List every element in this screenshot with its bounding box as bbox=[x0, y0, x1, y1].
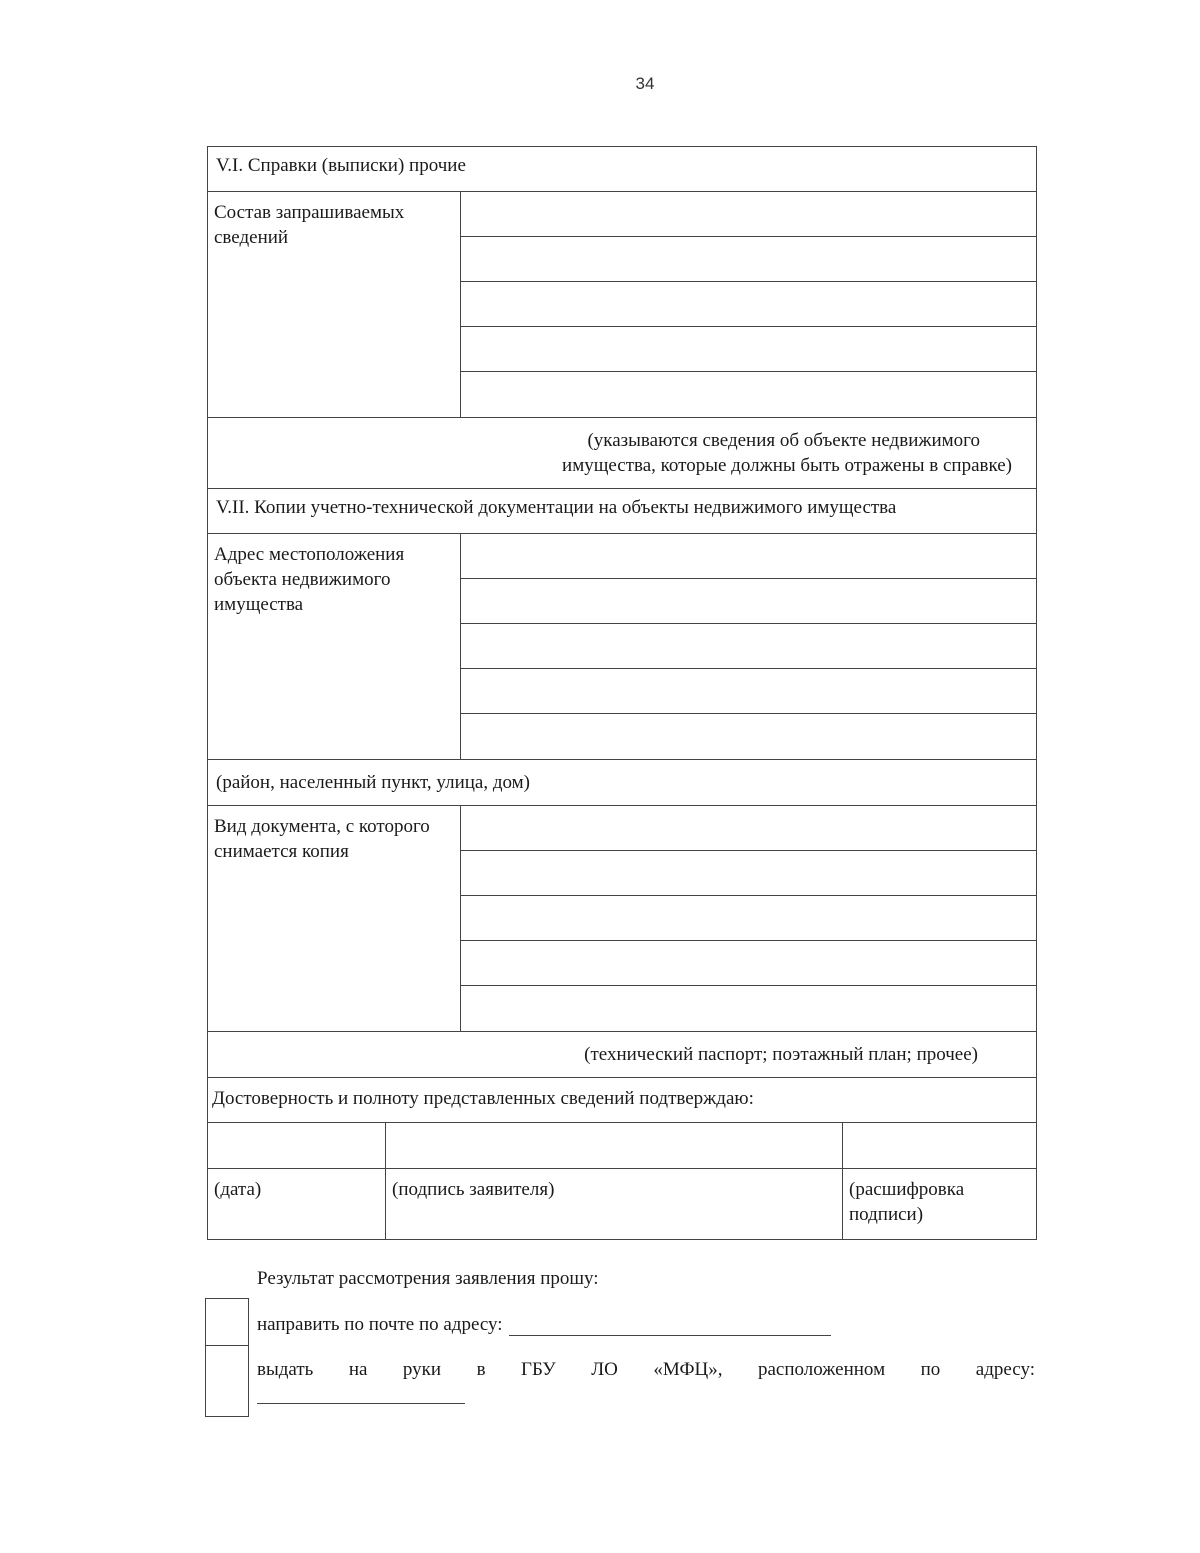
section-7-title: V.II. Копии учетно-технической документации на объекты недвижимого имущества bbox=[208, 489, 1036, 534]
mail-address-line[interactable] bbox=[509, 1319, 831, 1336]
requested-info-line-5[interactable] bbox=[461, 372, 1036, 417]
hand-delivery-option-label: выдать на руки в ГБУ ЛО «МФЦ», расположенном по адресу: bbox=[257, 1359, 1035, 1380]
doctype-line-2[interactable] bbox=[461, 851, 1036, 896]
doctype-lines bbox=[461, 806, 1036, 1031]
signature-decode-field[interactable] bbox=[843, 1123, 1036, 1168]
result-title: Результат рассмотрения заявления прошу: bbox=[257, 1268, 599, 1289]
signature-input-row bbox=[208, 1123, 1036, 1169]
mail-option-checkbox[interactable] bbox=[205, 1298, 249, 1346]
confirmation-text: Достоверность и полноту представленных сведений подтверждаю: bbox=[208, 1078, 1036, 1123]
requested-info-label: Состав запрашиваемых сведений bbox=[208, 192, 461, 417]
doctype-line-5[interactable] bbox=[461, 986, 1036, 1031]
mail-option-label: направить по почте по адресу: bbox=[257, 1314, 503, 1335]
requested-info-lines bbox=[461, 192, 1036, 417]
hand-delivery-address-line[interactable] bbox=[257, 1403, 465, 1404]
section-6-title: V.I. Справки (выписки) прочие bbox=[208, 147, 1036, 192]
address-line-2[interactable] bbox=[461, 579, 1036, 624]
signature-decode-label: (расшифровка подписи) bbox=[849, 1179, 965, 1225]
section-6-note bbox=[208, 418, 1036, 489]
signature-label-row bbox=[208, 1169, 1036, 1239]
address-label: Адрес местоположения объекта недвижимого имущества bbox=[208, 534, 461, 759]
doctype-line-4[interactable] bbox=[461, 941, 1036, 986]
section-7-doctype-row bbox=[208, 806, 1036, 1032]
address-line-5[interactable] bbox=[461, 714, 1036, 759]
doctype-note-text: (технический паспорт; поэтажный план; прочее) bbox=[584, 1044, 978, 1065]
address-line-4[interactable] bbox=[461, 669, 1036, 714]
doctype-label: Вид документа, с которого снимается копия bbox=[208, 806, 461, 1031]
requested-info-line-2[interactable] bbox=[461, 237, 1036, 282]
requested-info-line-1[interactable] bbox=[461, 192, 1036, 237]
section-7-address-row bbox=[208, 534, 1036, 760]
doctype-line-3[interactable] bbox=[461, 896, 1036, 941]
address-line-3[interactable] bbox=[461, 624, 1036, 669]
address-note-text: (район, населенный пункт, улица, дом) bbox=[216, 772, 530, 793]
requested-info-line-3[interactable] bbox=[461, 282, 1036, 327]
section-6-note-line-2: имущества, которые должны быть отражены в справке) bbox=[562, 455, 1012, 476]
mail-option bbox=[257, 1314, 831, 1336]
address-lines bbox=[461, 534, 1036, 759]
doctype-note bbox=[208, 1032, 1036, 1078]
address-line-1[interactable] bbox=[461, 534, 1036, 579]
hand-delivery-option-checkbox[interactable] bbox=[205, 1345, 249, 1417]
requested-info-line-4[interactable] bbox=[461, 327, 1036, 372]
section-6-requested-info-row bbox=[208, 192, 1036, 418]
doctype-line-1[interactable] bbox=[461, 806, 1036, 851]
date-label: (дата) bbox=[208, 1169, 386, 1239]
date-field[interactable] bbox=[208, 1123, 386, 1168]
signature-label: (подпись заявителя) bbox=[386, 1169, 843, 1239]
signature-field[interactable] bbox=[386, 1123, 843, 1168]
page-number: 34 bbox=[635, 74, 655, 93]
address-note bbox=[208, 760, 1036, 806]
application-form-table bbox=[207, 146, 1037, 1240]
section-6-note-line-1: (указываются сведения об объекте недвижимого bbox=[587, 430, 980, 451]
